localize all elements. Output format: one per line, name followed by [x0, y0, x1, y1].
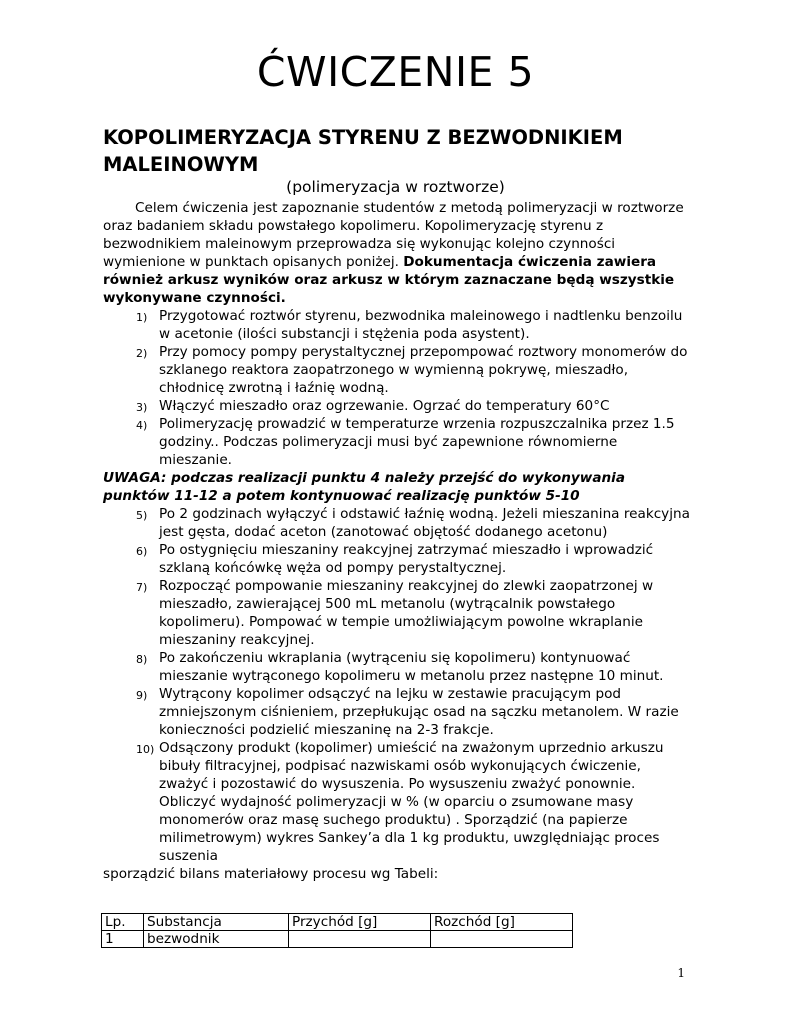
list-item-text: Polimeryzację prowadzić w temperaturze wrzenia rozpuszczalnika przez 1.5 godziny.. Podczas polimeryzacji musi być zapewnione równomierne mieszanie. [159, 416, 675, 468]
table-cell: bezwodnik [144, 931, 289, 948]
list-item-text: Rozpocząć pompowanie mieszaniny reakcyjnej do zlewki zaopatrzonej w mieszadło, zawierającej 500 mL metanolu (wytrącalnik powstałego kopolimeru). Pompować w tempie umożliwiającym powolne wkraplanie mieszaniny reakcyjnej. [159, 578, 654, 648]
list-item [103, 739, 693, 865]
list-item-number: 10) [136, 743, 155, 756]
heading-line-1: KOPOLIMERYZACJA STYRENU Z BEZWODNIKIEM [103, 126, 623, 149]
header-cell: Substancja [144, 914, 289, 931]
steps-list-a [103, 307, 693, 469]
list-item [103, 541, 693, 577]
heading-line-2: MALEINOWYM [103, 153, 259, 176]
list-item-text: Po 2 godzinach wyłączyć i odstawić łaźnię wodną. Jeżeli mieszanina reakcyjna jest gęsta, dodać aceton (zanotować objętość dodanego acetonu) [159, 506, 690, 540]
intro-bold-text: Dokumentacja ćwiczenia zawiera również arkusz wyników oraz arkusz w którym zaznaczane będą wszystkie wykonywane czynności. [103, 254, 675, 306]
intro-paragraph [103, 199, 693, 307]
list-item [103, 343, 693, 397]
list-item [103, 685, 693, 739]
list-item-number: 2) [136, 347, 148, 360]
header-cell: Lp. [102, 914, 144, 931]
list-item-number: 3) [136, 401, 148, 414]
list-item-number: 7) [136, 581, 148, 594]
header-cell: Rozchód [g] [431, 914, 573, 931]
page-title: ĆWICZENIE 5 [256, 48, 535, 96]
list-item-number: 6) [136, 545, 148, 558]
list-item [103, 505, 693, 541]
table-cell [289, 931, 431, 948]
table-row [102, 931, 573, 948]
table-cell: 1 [102, 931, 144, 948]
list-item-text: Wytrącony kopolimer odsączyć na lejku w zestawie pracującym pod zmniejszonym ciśnieniem, przepłukując osad na sączku metanolem. W razie konieczności podzielić mieszaninę na 2-3 frakcje. [159, 686, 679, 738]
list-item-text: Po zakończeniu wkraplania (wytrąceniu się kopolimeru) kontynuować mieszanie wytrąconego kopolimeru w metanolu przez następne 10 minut. [159, 650, 664, 684]
closing-text: sporządzić bilans materiałowy procesu wg Tabeli: [103, 866, 439, 882]
table-cell [431, 931, 573, 948]
list-item-text: Po ostygnięciu mieszaniny reakcyjnej zatrzymać mieszadło i wprowadzić szklaną końcówkę węża od pompy perystaltycznej. [159, 542, 654, 576]
section-heading [103, 124, 703, 178]
table-header-row [102, 914, 573, 931]
header-cell: Przychód [g] [289, 914, 431, 931]
list-item [103, 307, 693, 343]
list-item-number: 8) [136, 653, 148, 666]
list-item-number: 5) [136, 509, 148, 522]
list-item-text: Włączyć mieszadło oraz ogrzewanie. Ogrzać do temperatury 60°C [159, 398, 610, 414]
document-body [103, 199, 693, 883]
list-item [103, 415, 693, 469]
list-item [103, 577, 693, 649]
list-item [103, 649, 693, 685]
steps-list-b [103, 505, 693, 865]
list-item-number: 9) [136, 689, 148, 702]
material-balance-table [101, 913, 573, 948]
intro-text: Celem ćwiczenia jest zapoznanie studentów z metodą polimeryzacji w roztworze oraz badaniem składu powstałego kopolimeru. Kopolimeryzację styrenu z bezwodnikiem maleinowym przeprowadza się wykonując kolejno czynności wymienione w punktach opisanych poniżej. [103, 200, 684, 270]
list-item-text: Odsączony produkt (kopolimer) umieścić na zważonym uprzednio arkuszu bibuły filtracyjnej, podpisać nazwiskami osób wykonujących ćwiczenie, zważyć i pozostawić do wysuszenia. Po wysuszeniu zważyć ponownie. Obliczyć wydajność polimeryzacji w % (w oparciu o zsumowane masy monomerów oraz masę suchego produktu) . Sporządzić (na papierze milimetrowym) wykres Sankey’a dla 1 kg produktu, uwzględniając proces suszenia [159, 740, 664, 864]
list-item-text: Przy pomocy pompy perystaltycznej przepompować roztwory monomerów do szklanego reaktora zaopatrzonego w wymienną pokrywę, mieszadło, chłodnicę zwrotną i łaźnię wodną. [159, 344, 688, 396]
list-item-number: 4) [136, 419, 148, 432]
warning-note: UWAGA: podczas realizacji punktu 4 należy przejść do wykonywania punktów 11-12 a potem kontynuować realizację punktów 5-10 [103, 470, 626, 504]
page-number: 1 [677, 966, 685, 980]
subtitle: (polimeryzacja w roztworze) [286, 178, 505, 196]
list-item [103, 397, 693, 415]
list-item-number: 1) [136, 311, 148, 324]
list-item-text: Przygotować roztwór styrenu, bezwodnika maleinowego i nadtlenku benzoilu w acetonie (ilości substancji i stężenia poda asystent). [159, 308, 683, 342]
